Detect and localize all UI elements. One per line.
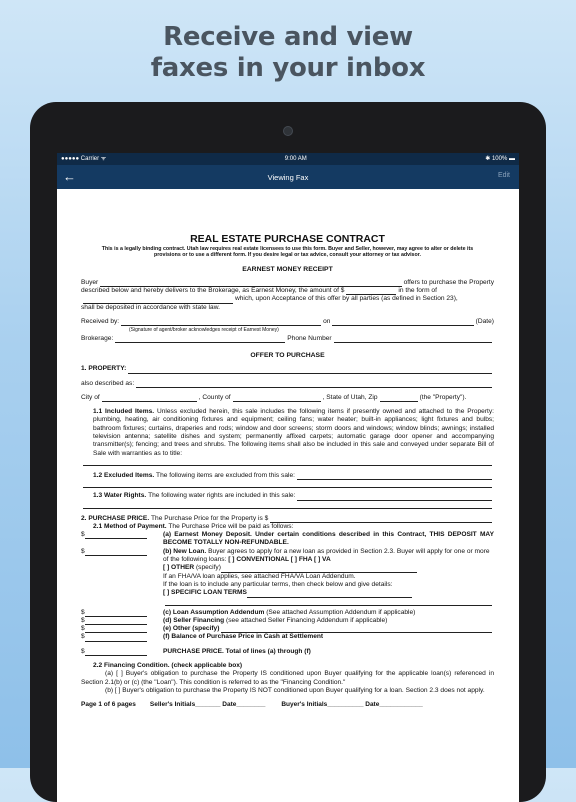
dollar-d: $ [81, 616, 85, 624]
text-d [163, 617, 494, 625]
dollar-b: $ [81, 547, 85, 555]
specific-loan-terms: [ ] SPECIFIC LOAN TERMS [163, 589, 247, 597]
deposit-text: shall be deposited in accordance with state law. [81, 303, 220, 311]
buyer-offer-text: offers to purchase the Property [403, 278, 494, 286]
agent-signature-field [121, 318, 321, 326]
also-described-label: also described as: [81, 379, 135, 387]
status-time: 9:00 AM [284, 156, 307, 162]
dollar-e: $ [81, 625, 85, 633]
included-items-title: 1.1 Included Items. [93, 408, 155, 416]
other-specify-field [221, 625, 492, 633]
headline-line-2: faxes in your inbox [150, 53, 426, 83]
amount-f [81, 633, 163, 641]
earnest-amount-text: described below and hereby delivers to the Brokerage, as Earnest Money, the amount of $ [81, 287, 345, 295]
financing-option-a: (a) [ ] Buyer's obligation to purchase the Property IS conditioned upon Buyer qualifying for the applicable loan(s) referenced in Section 2.1(b) or (c) (the "Loan"). This condition is referred to as the "Financing Condition." [81, 670, 494, 686]
desc-a: Under certain conditions described in this Contract, THIS DEPOSIT MAY BECOME TOTALLY NON-REFUNDABLE. [163, 531, 494, 547]
excluded-items-text: The following items are excluded from this sale: [156, 471, 295, 479]
specific-terms-field [247, 590, 412, 598]
included-items-blank [81, 458, 494, 466]
included-items-text: Unless excluded herein, this sale includes the following items if presently owned and attached to the Property: plumbing, heating, air conditioning fixtures and equipment; ceiling fans; water heater; built-in appliances; light fixtures and bulbs; bathroom fixtures; curtains, draperies and rods; window and door screens; storm doors and windows; window blinds; awnings; installed television antenna; satellite dishes and system; permanently affixed carpets; automatic garage door opener and accompanying transmitter(s); fencing; and trees and shrubs. The following items shall also be included in this sale and conveyed under separate Bill of Sale with warranties as to title: [93, 408, 494, 457]
price-row-total [81, 648, 494, 656]
method-text: The Purchase Price will be paid as follows: [168, 522, 294, 530]
label-d: (d) Seller Financing [163, 616, 225, 624]
carrier-signal: ●●●●● Carrier ᯤ [61, 156, 107, 162]
form-of-line [81, 295, 494, 303]
also-described-field [136, 380, 492, 388]
specific-terms-field-2 [165, 598, 492, 606]
form-of-field [83, 296, 233, 304]
back-arrow-icon[interactable]: ← [63, 169, 76, 184]
total-label: PURCHASE PRICE. Total of lines (a) through (f) [163, 647, 311, 655]
price-row-f [81, 633, 494, 641]
water-rights-text: The following water rights are included in this sale: [148, 492, 296, 500]
label-a: (a) Earnest Money Deposit. [163, 531, 252, 539]
price-row-a [81, 531, 494, 548]
excluded-items-field-2 [83, 480, 492, 488]
city-label: City of [81, 393, 100, 401]
desc-d: (see attached Seller Financing Addendum if applicable) [226, 616, 388, 624]
brokerage-field [115, 335, 285, 343]
water-rights-blank [81, 501, 494, 509]
navigation-bar [57, 165, 519, 189]
other-specify: (specify) [195, 564, 221, 572]
price-row-d [81, 617, 494, 625]
text-e [163, 625, 494, 633]
method-of-payment [81, 523, 494, 531]
amount-b-field [85, 548, 147, 556]
earnest-amount-field [346, 287, 396, 295]
label-e: (e) Other (specify) [163, 625, 220, 633]
headline [0, 22, 576, 84]
price-row-b [81, 548, 494, 598]
property-field [128, 366, 492, 374]
the-property-label: (the "Property"). [419, 393, 467, 401]
buyer-name-field [100, 279, 401, 287]
purchase-price-line [81, 515, 494, 523]
offer-heading: OFFER TO PURCHASE [250, 351, 325, 359]
amount-a [81, 531, 163, 548]
document-subtitle: This is a legally binding contract. Utah law requires real estate licensees to use this form. Buyer and Seller, however, may agree to alter or delete its provisions or to use a different form. If you desire legal or tax advice, consult your attorney or tax advisor. [101, 246, 474, 259]
purchase-price-title: 2. PURCHASE PRICE. [81, 514, 150, 522]
included-items [81, 408, 494, 458]
amount-d-field [85, 617, 147, 625]
amount-total [81, 648, 163, 656]
water-rights-title: 1.3 Water Rights. [93, 492, 147, 500]
water-rights-line [81, 492, 494, 500]
date-label: (Date) [475, 318, 494, 326]
amount-e-field [85, 625, 147, 633]
specific-terms-blank [81, 598, 494, 606]
water-rights-field [297, 493, 492, 501]
excluded-items-title: 1.2 Excluded Items. [93, 471, 155, 479]
received-by-label: Received by: [81, 318, 120, 326]
buyer-initials: Buyer's Initials__________ Date____________ [281, 701, 423, 709]
desc-c: (See attached Assumption Addendum if applicable) [266, 608, 416, 616]
water-rights-field-2 [83, 501, 492, 509]
amount-total-field [85, 648, 147, 656]
financing-option-b: (b) [ ] Buyer's obligation to purchase the Property IS NOT conditioned upon Buyer qualifying for a loan. Section 2.3 does not apply. [105, 686, 485, 694]
excluded-items-field [297, 472, 492, 480]
dollar-f: $ [81, 633, 85, 641]
also-described-line [81, 380, 494, 388]
device-screen [57, 153, 519, 802]
purchase-price-field [270, 515, 492, 523]
label-b: (b) New Loan. [163, 547, 207, 555]
particular-terms-note: If the loan is to include any particular terms, then check below and give details: [163, 580, 393, 588]
text-a [163, 531, 494, 548]
amount-e [81, 625, 163, 633]
page-count: Page 1 of 6 pages [81, 701, 136, 709]
form-of-text: in the form of [398, 287, 437, 295]
desc-b: Buyer agrees to apply for a new loan as provided in Section 2.3. Buyer will apply for one or more of the following loans: [163, 547, 490, 564]
phone-field [334, 335, 492, 343]
price-row-c [81, 609, 494, 617]
purchase-price-text: The Purchase Price for the Property is $ [151, 514, 269, 522]
status-bar [57, 153, 519, 165]
text-c [163, 609, 494, 617]
headline-line-1: Receive and view [163, 22, 413, 52]
county-label: , County of [198, 393, 231, 401]
price-row-e [81, 625, 494, 633]
camera-icon [283, 126, 293, 136]
property-line [81, 365, 494, 373]
phone-label: Phone Number [287, 334, 332, 342]
excluded-items-line [81, 472, 494, 480]
amount-f-field [85, 634, 147, 642]
fha-note: If an FHA/VA loan applies, see attached FHA/VA Loan Addendum. [163, 572, 356, 580]
dollar-total: $ [81, 647, 85, 655]
label-c: (c) Loan Assumption Addendum [163, 608, 265, 616]
acceptance-text: which, upon Acceptance of this offer by all parties (as defined in Section 23), [235, 295, 458, 303]
earnest-amount-line [81, 287, 494, 295]
amount-a-field [85, 531, 147, 539]
state-label: , State of Utah, Zip [322, 393, 378, 401]
edit-button[interactable]: Edit [497, 172, 510, 179]
zip-field [380, 394, 418, 402]
included-items-field [83, 458, 492, 466]
city-field [102, 394, 197, 402]
dollar-c: $ [81, 608, 85, 616]
county-field [233, 394, 321, 402]
city-line [81, 394, 494, 402]
page-footer [81, 701, 494, 709]
other-loan-field [221, 565, 417, 573]
signature-note: (Signature of agent/broker acknowledges receipt of Earnest Money) [129, 327, 279, 334]
text-b [163, 548, 494, 598]
amount-c [81, 609, 163, 617]
amount-d [81, 617, 163, 625]
seller-initials: Seller's Initials_______ Date________ [149, 701, 266, 709]
financing-condition-title: 2.2 Financing Condition. (check applicable box) [93, 661, 243, 669]
buyer-label: Buyer [81, 278, 99, 286]
earnest-money-heading: EARNEST MONEY RECEIPT [242, 265, 333, 273]
dollar-a: $ [81, 531, 85, 539]
amount-b [81, 548, 163, 598]
loan-options: [ ] CONVENTIONAL [ ] FHA [ ] VA [228, 556, 331, 564]
battery-indicator: ✱ 100% ▬ [485, 156, 515, 162]
tablet-frame [30, 102, 546, 802]
label-f: (f) Balance of Purchase Price in Cash at Settlement [163, 633, 324, 641]
other-loan: [ ] OTHER [163, 564, 195, 572]
brokerage-line [81, 335, 494, 343]
nav-title: Viewing Fax [267, 172, 309, 182]
received-by-line [81, 318, 494, 326]
brokerage-label: Brokerage: [81, 334, 114, 342]
excluded-items-blank [81, 480, 494, 488]
property-label: 1. PROPERTY: [81, 365, 127, 373]
amount-c-field [85, 609, 147, 617]
on-label: on [323, 318, 331, 326]
method-title: 2.1 Method of Payment. [93, 522, 167, 530]
buyer-line [81, 279, 494, 287]
document-title: REAL ESTATE PURCHASE CONTRACT [190, 233, 385, 245]
fax-document [57, 189, 519, 709]
received-date-field [332, 318, 473, 326]
